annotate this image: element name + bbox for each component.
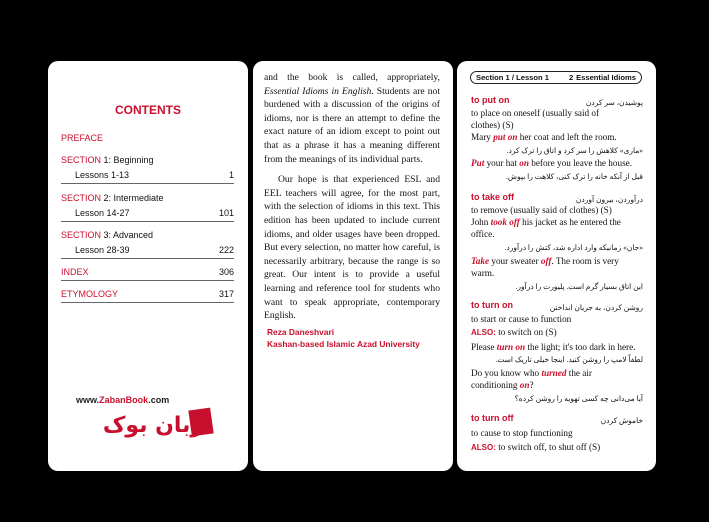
example: Do you know who turned the air — [471, 368, 592, 378]
divider — [61, 302, 234, 303]
idiom-term: to put on — [471, 95, 510, 105]
example: John took off his jacket as he entered the — [471, 217, 621, 227]
section-title: 2: Intermediate — [103, 193, 164, 203]
definition: to start or cause to function — [471, 314, 572, 324]
example: Take your sweater off. The room is very — [471, 256, 619, 266]
url-suffix: .com — [148, 395, 170, 405]
lessons-range: Lesson 28-39 — [75, 245, 130, 255]
divider — [61, 183, 234, 184]
toc-preface[interactable] — [61, 133, 234, 143]
author-name: Reza Daneshvari — [267, 327, 335, 337]
persian-definition: درآوردن، بیرون آوردن — [575, 195, 643, 204]
example: Please turn on the light; it's too dark in here. — [471, 342, 636, 352]
idiom-term: to take off — [471, 192, 515, 202]
page-number: 101 — [218, 208, 234, 218]
lesson-header — [470, 71, 642, 84]
section-title: 1: Beginning — [103, 155, 154, 165]
idiom-term: to turn on — [471, 300, 513, 310]
page-number: 317 — [218, 289, 234, 299]
preface-text — [264, 71, 440, 323]
idiom-term: to turn off — [471, 413, 514, 423]
persian-translation: «جان» زمانیکه وارد اداره شد، کتش را درآورد. — [504, 243, 643, 252]
page-number: 1 — [228, 170, 234, 180]
logo-url[interactable] — [76, 395, 169, 405]
section-title: 3: Advanced — [103, 230, 154, 240]
example: Mary put on her coat and left the room. — [471, 132, 617, 142]
persian-translation: قبل از آنکه خانه را ترک کنی، کلاهت را بپوش. — [506, 172, 643, 181]
example: Put your hat on before you leave the house. — [471, 158, 633, 168]
section-label: SECTION — [61, 193, 104, 203]
example: conditioning on? — [471, 380, 534, 390]
lessons-range: Lesson 14-27 — [75, 208, 130, 218]
author-affiliation: Kashan-based Islamic Azad University — [267, 339, 420, 349]
divider — [61, 258, 234, 259]
contents-title: CONTENTS — [115, 103, 181, 117]
book-title: Essential Idioms — [576, 73, 636, 82]
toc-lessons-3[interactable] — [75, 245, 234, 255]
toc-section-1[interactable] — [61, 155, 154, 165]
paragraph-2: Our hope is that experienced ESL and EEL teachers will agree, for the most part, with the selection of idioms in this text. This edition has been updated to include current idioms, and older usages have been dropped. But every selection, no matter how careful, is necessarily arbitrary, because the range is so great. Our intent is to provide a useful learning and reference tool for students who want to speak appropriate, contemporary English. — [264, 174, 440, 322]
page-number: 306 — [218, 267, 234, 277]
lesson-label: Section 1 / Lesson 1 — [476, 73, 550, 82]
preface-card — [253, 61, 453, 471]
toc-lessons-1[interactable] — [75, 170, 234, 180]
toc-section-2[interactable] — [61, 193, 164, 203]
contents-card — [48, 61, 248, 471]
toc-etymology[interactable] — [61, 289, 234, 299]
page-number: 2 — [569, 73, 574, 82]
idiom-entry-turn-on — [471, 299, 643, 311]
logo-text: زبان بوک — [102, 413, 204, 438]
idiom-entry-put-on — [471, 94, 643, 106]
divider — [61, 280, 234, 281]
url-brand: ZabanBook — [99, 395, 149, 405]
section-label: SECTION — [61, 155, 104, 165]
idiom-entry-take-off — [471, 191, 643, 203]
definition: clothes) (S) — [471, 120, 514, 130]
toc-lessons-2[interactable] — [75, 208, 234, 218]
example: office. — [471, 229, 495, 239]
index-label: INDEX — [61, 267, 89, 277]
also-note: ALSO: to switch off, to shut off (S) — [471, 442, 601, 452]
lesson-card — [457, 61, 656, 471]
toc-section-3[interactable] — [61, 230, 153, 240]
section-label: SECTION — [61, 230, 104, 240]
url-prefix: www. — [76, 395, 100, 405]
idiom-entry-turn-off — [471, 412, 643, 424]
paragraph-1: and the book is called, appropriately, Essential Idioms in English. Students are not burdened with a discussion of the origins of idioms, nor is there an attempt to define the exact nature of an idiom except to point out that as a phrase it has a meaning different from the meanings of its individual parts. — [264, 72, 440, 165]
zabanbook-logo — [78, 407, 228, 441]
etymology-label: ETYMOLOGY — [61, 289, 119, 299]
persian-definition: خاموش کردن — [600, 416, 643, 425]
persian-definition: پوشیدن، سر کردن — [585, 98, 643, 107]
persian-translation: این اتاق بسیار گرم است. پلیورت را درآور. — [515, 282, 643, 291]
definition: to cause to stop functioning — [471, 428, 573, 438]
toc-index[interactable] — [61, 267, 234, 277]
definition: to remove (usually said of clothes) (S) — [471, 205, 612, 215]
page-number: 222 — [218, 245, 234, 255]
also-note: ALSO: to switch on (S) — [471, 327, 557, 337]
preface-label: PREFACE — [61, 133, 104, 143]
persian-translation: آیا می‌دانی چه کسی تهویه را روشن کرده؟ — [514, 394, 643, 403]
persian-translation: «ماری» کلاهش را سر کرد و اتاق را ترک کرد. — [506, 146, 643, 155]
example: warm. — [471, 268, 495, 278]
persian-definition: روشن کردن، به جریان انداختن — [549, 303, 643, 312]
persian-translation: لطفاً لامپ را روشن کنید. اینجا خیلی تاریک است. — [495, 355, 643, 364]
divider — [61, 221, 234, 222]
definition: to place on oneself (usually said of — [471, 108, 600, 118]
lessons-range: Lessons 1-13 — [75, 170, 130, 180]
